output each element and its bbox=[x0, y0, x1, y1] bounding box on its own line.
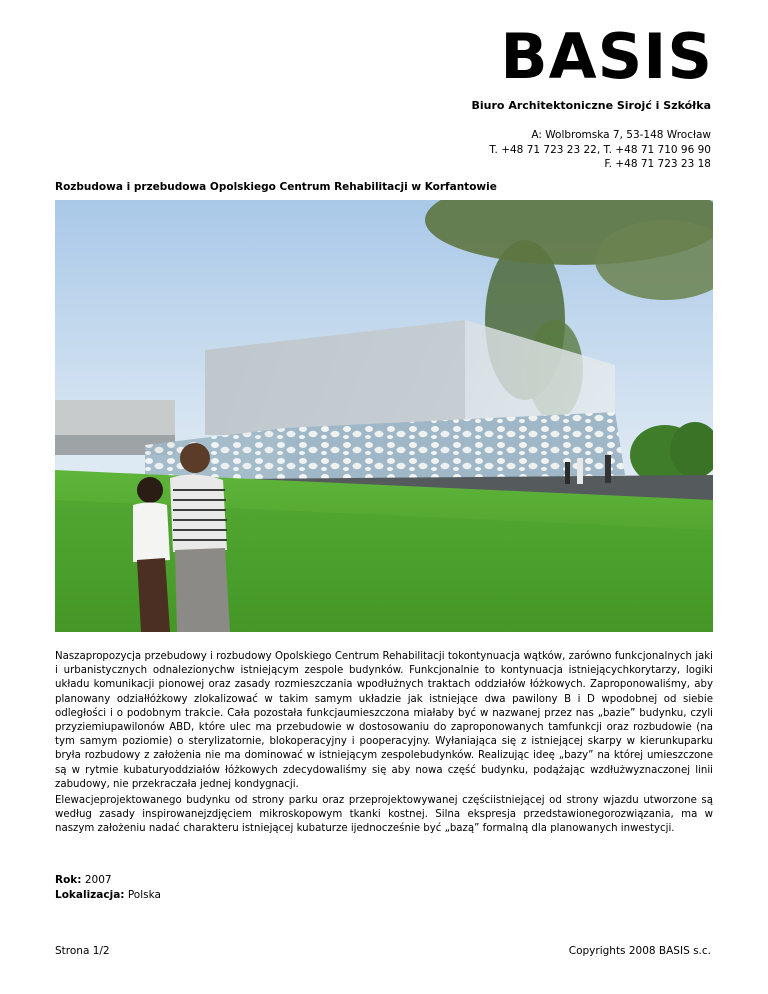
year-row bbox=[55, 873, 161, 888]
contact-block bbox=[489, 128, 711, 172]
address-line: A: Wolbromska 7, 53-148 Wrocław bbox=[531, 129, 711, 141]
location-row bbox=[55, 888, 161, 903]
phone-line: T. +48 71 723 23 22, T. +48 71 710 96 90 bbox=[489, 143, 711, 156]
firm-name: Biuro Architektoniczne Sirojć i Szkółka bbox=[471, 99, 711, 112]
basis-logo: BASIS bbox=[500, 20, 713, 93]
description-paragraph-1: Naszapropozycja przebudowy i rozbudowy Opolskiego Centrum Rehabilitacji tokontynuacja wątków, zarówno funkcjonalnych jaki i urbanistycznych odnalezionychw istniejącym zespole budynków. Funkcjonalnie to kontynuacja istniejącychkorytarzy, logiki układu komunikacji pionowej oraz zasady rozmieszczania wpodłużnych traktach oddziałów łóżkowych. Zaproponowaliśmy, aby planowany odziałłóżkowy zlokalizować w takim samym układzie jak istniejące dwa pawilony B i D wpodobnej od siebie odległości i o podobnym trakcie. Cała pozostała funkcjaumieszczona miałaby być w nazwanej przez nas „bazie” budynku, czyli przyziemiupawilonów ABD, które ulec ma przebudowie w dostosowaniu do zaproponowanych tamfunkcji oraz rozbudowie (na tym samym poziomie) o sterylizatornie, blokoperacyjny i pooperacyjny. Wyłaniająca się z istniejącej skarpy w kierunkuparku bryła rozbudowy z założenia nie ma dominować w istniejącym zespolebudynków. Realizując ideę „bazy” na której umieszczone są w rytmie kubaturyoddziałów łóżkowych zdecydowaliśmy się aby nowa część budynku, podążając wzdłużwyznaczonej linii zabudowy, nie przekraczała jednej kondygnacji. bbox=[55, 651, 713, 790]
description-paragraph-2: Elewacjeprojektowanego budynku od strony parku oraz przeprojektowywanej częściistniejącej od strony wjazdu utworzone są według zasady inspirowanejzdjęciem mikroskopowym tkanki kostnej. Silna ekspresja przedstawionegorozwiązania, ma w naszym założeniu nadać charakteru istniejącej kubaturze ijednocześnie być „bazą” formalną dla planowanych inwestycji. bbox=[55, 795, 713, 835]
fax-line: F. +48 71 723 23 18 bbox=[604, 158, 711, 170]
page-number: Strona 1/2 bbox=[55, 945, 110, 957]
year-label: Rok: bbox=[55, 874, 82, 886]
architectural-render-image bbox=[55, 200, 713, 632]
year-value: 2007 bbox=[84, 874, 112, 886]
location-value: Polska bbox=[127, 888, 161, 901]
project-title: Rozbudowa i przebudowa Opolskiego Centrum Rehabilitacji w Korfantowie bbox=[55, 181, 497, 193]
copyright-notice: Copyrights 2008 BASIS s.c. bbox=[568, 945, 711, 957]
project-meta bbox=[55, 873, 161, 902]
location-label: Lokalizacja: bbox=[55, 888, 125, 901]
